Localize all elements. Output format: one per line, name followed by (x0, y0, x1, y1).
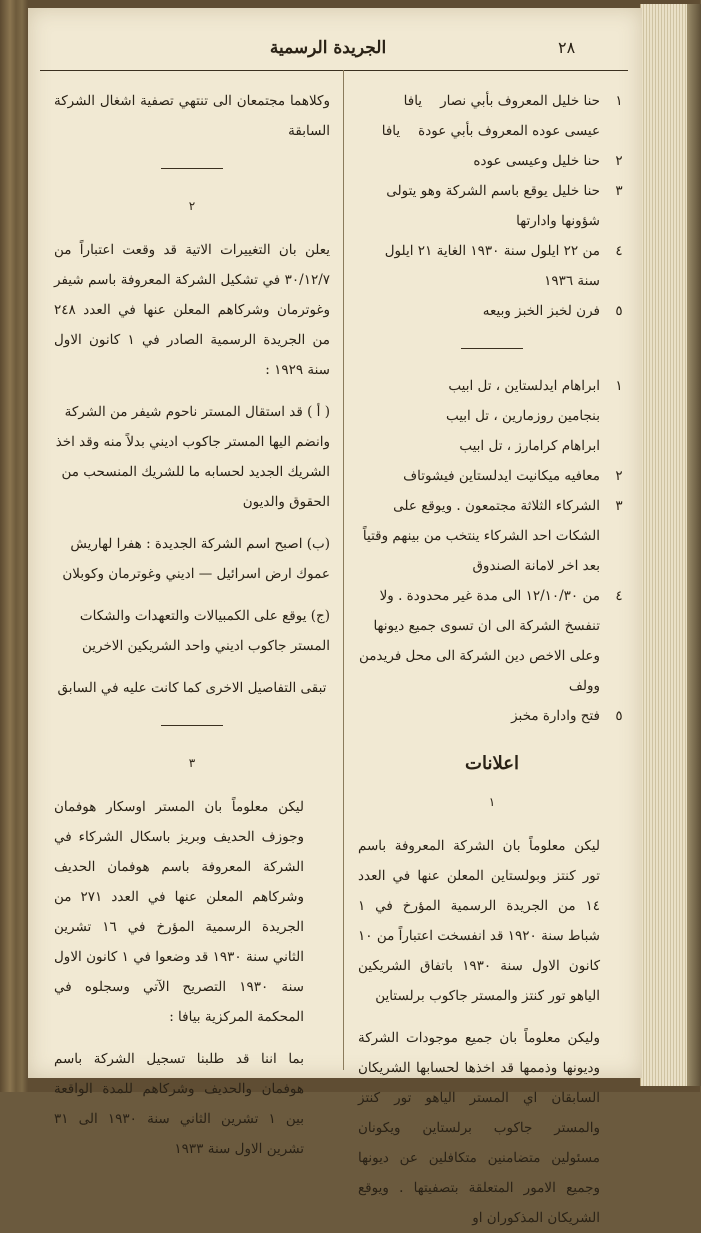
header-rule (40, 70, 628, 71)
ad1-paragraph-2: وليكن معلوماً بان جميع موجودات الشركة وديونها وذممها قد اخذها لحسابها الشريكان السابقان اي المستر الياهو تور كنتز والمستر جاكوب برلستاين ويكونان مسئولين متضامنين متكافلين عن ديونها وجميع الامور المتعلقة بتصفيتها . ويوقع الشريكان المذكوران او (358, 1030, 600, 1226)
section3-paragraph-1: ليكن معلوماً بان المستر اوسكار هوفمان وجوزف الحديف وبريز باسكال الشركاء في الشركة المعروفة باسم هوفمان الحديف وشركاهم المعلن عنها في العدد ٢٧١ من الجريدة الرسمية المؤرخ في ١٦ تشرين الثاني سنة ١٩٣٠ قد وضعوا في ١ كانون الاول سنة ١٩٣٠ التصريح الآتي وسجلوه في المحكمة المركزية بيافا : (54, 799, 305, 1025)
list-item: ابراهام كرامارز ، تل ابيب (459, 438, 600, 454)
separator-rule (461, 348, 523, 349)
separator-rule (161, 168, 223, 169)
section-number: ٣ (188, 756, 196, 770)
amendment-item: (ب) اصبح اسم الشركة الجديدة : هفرا لهاريش عموك ارض اسرائيل — اديني وغوترمان وكوبلان (62, 536, 330, 582)
list-item: عيسى عوده المعروف بأبي عودةيافا (358, 116, 626, 146)
page-number: ٢٨ (558, 38, 576, 57)
list-item: ٥ فتح وادارة مخبز (511, 708, 623, 724)
ad1-paragraph-1: ليكن معلوماً بان الشركة المعروفة باسم تور كنتز وبولستاين المعلن عنها في العدد ١٤ من الجريدة الرسمية المؤرخ في ١ شباط سنة ١٩٢٠ قد انفسخت اعتباراً من ١٠ كانون الاول سنة ١٩٣٠ باتفاق الشريكين الياهو تور كنتز والمستر جاكوب برلستاين (358, 838, 600, 1004)
list-item: ٤ من ٢٢ ايلول سنة ١٩٣٠ الغاية ٢١ ايلول سنة ١٩٣٦ (384, 243, 623, 289)
list-item: ٢ معافيه ميكانيت ايدلستاين فيشوتاف (403, 468, 623, 484)
list-item: ٣ الشركاء الثلاثة مجتمعون . ويوقع على الشكات احد الشركاء ينتخب من بينهم وقتياً بعد اخر لامانة الصندوق (362, 498, 623, 574)
section2-closing: تبقى التفاصيل الاخرى كما كانت عليه في السابق (57, 680, 327, 696)
section-number: ١ (488, 795, 496, 809)
gazette-page (28, 8, 642, 1226)
partners-list-2 (358, 371, 626, 731)
city: يافا (381, 123, 401, 139)
amendment-item: (ج) يوقع على الكمبيالات والتعهدات والشكات المستر جاكوب اديني واحد الشريكين الاخرين (79, 608, 330, 654)
amendment-item: ( أ ) قد استقال المستر ناحوم شيفر من الشركة وانضم اليها المستر جاكوب اديني بدلاً منه وقد اخذ الشريك الجديد لحسابه ما للشريك المنسحب من الحقوق والديون (55, 404, 330, 510)
page-edges (640, 4, 701, 1086)
list-item: ٢ حنا خليل وعيسى عوده (473, 153, 623, 169)
column-divider (343, 70, 344, 1070)
separator-rule (161, 725, 223, 726)
section-number: ٢ (188, 199, 196, 213)
partners-list-1 (358, 86, 626, 326)
section3-paragraph-2: بما اننا قد طلبنا تسجيل الشركة باسم هوفمان والحديف وشركاهم للمدة الواقعة بين ١ تشرين الثاني سنة ١٩٣٠ الى ٣١ تشرين الاول سنة ١٩٣٣ (54, 1051, 304, 1157)
list-item: ٥ فرن لخبز الخبز وبيعه (482, 303, 623, 319)
list-item: ١ حنا خليل المعروف بأبي نصاريافا (358, 86, 626, 116)
list-item: بنجامين روزمارين ، تل ابيب (445, 408, 600, 424)
list-item: ٤ من ١٢/١٠/٣٠ الى مدة غير محدودة . ولا تنفسخ الشركة الى ان تسوى جميع ديونها وعلى الاخص دين الشركة الى محل فريدمن وولف (359, 588, 623, 694)
city: يافا (403, 93, 423, 109)
section2-intro: يعلن بان التغييرات الاتية قد وقعت اعتباراً من ٣٠/١٢/٧ في تشكيل الشركة المعروفة باسم شيفر وغوترمان وشركاهم المعلن عنها في العدد ٢٤٨ من الجريدة الرسمية الصادر في ١ كانون الاول سنة ١٩٢٩ : (54, 242, 330, 378)
list-item: ١ ابراهام ايدلستاين ، تل ابيب (448, 378, 623, 394)
right-column (358, 86, 626, 1233)
left-column (54, 86, 330, 1164)
page-title: الجريدة الرسمية (269, 38, 387, 58)
list-item: ٣ حنا خليل يوقع باسم الشركة وهو يتولى شؤونها وادارتها (386, 183, 623, 229)
continuation-paragraph: وكلاهما مجتمعان الى تنتهي تصفية اشغال الشركة السابقة (54, 93, 330, 139)
ads-heading: اعلانات (465, 753, 519, 774)
